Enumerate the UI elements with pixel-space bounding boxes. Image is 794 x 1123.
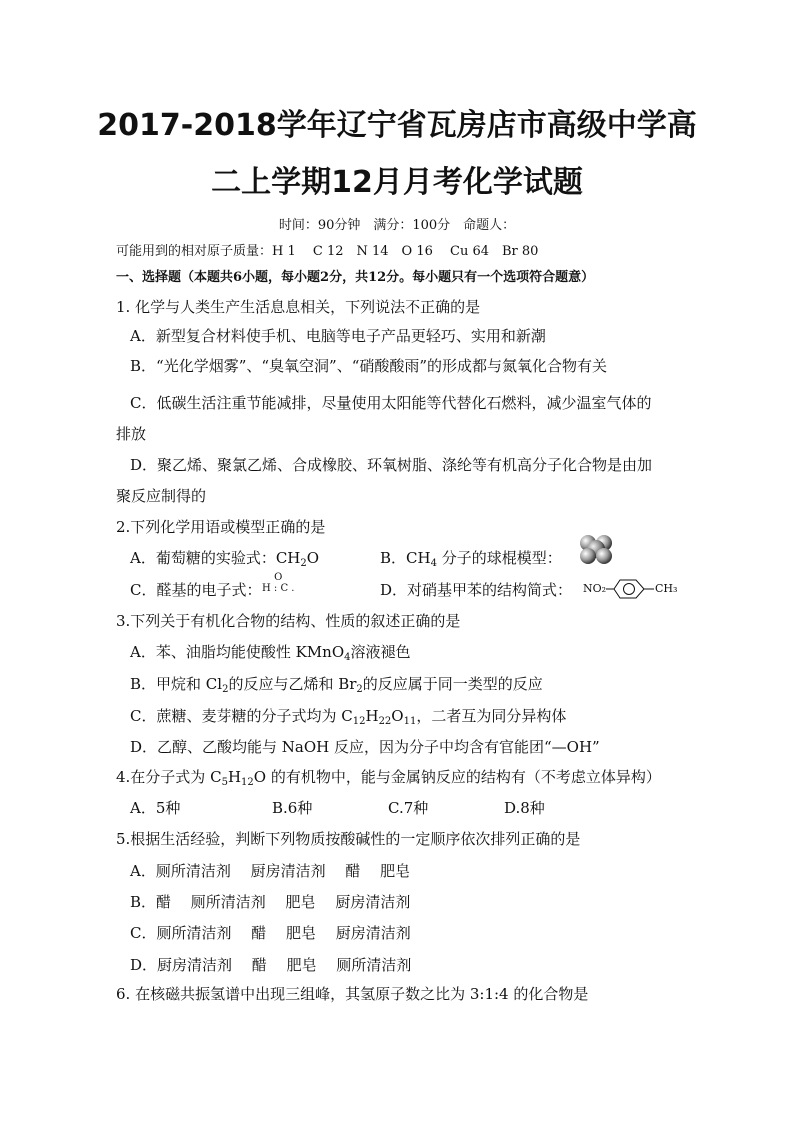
q1-option-d-line2: 聚反应制得的 (116, 487, 207, 505)
q1-option-c-line1: C．低碳生活注重节能减排，尽量使用太阳能等代替化石燃料，减少温室气体的 (130, 394, 652, 412)
exam-info: 时间：90分钟 满分：100分 命题人： (278, 218, 516, 233)
q1-option-a: A．新型复合材料使手机、电脑等电子产品更轻巧、实用和新潮 (130, 327, 546, 345)
q5-option-a: A．厕所清洁剂 厨房清洁剂 醋 肥皂 (130, 862, 411, 880)
atomic-masses: 可能用到的相对原子质量：H 1 C 12 N 14 O 16 Cu 64 Br 80 (116, 244, 539, 259)
q4-option-c: C.7种 (388, 799, 429, 817)
q1-option-c-line2: 排放 (116, 425, 147, 443)
q3-stem: 3.下列关于有机化合物的结构、性质的叙述正确的是 (116, 612, 461, 630)
q2-stem: 2.下列化学用语或模型正确的是 (116, 518, 326, 536)
q3-option-c: C．蔗糖、麦芽糖的分子式均为 $C_{12}H_{22}O_{11}$，二者互为同分异构体 (130, 707, 567, 727)
q4-stem: 4.在分子式为 $C_5H_{12}O$ 的有机物中，能与金属钠反应的结构有（不考虑立体异构） (116, 768, 661, 788)
q3-option-a: A．苯、油脂均能使酸性 KMnO$_4$溶液褪色 (130, 643, 411, 663)
q2-option-c: C．醛基的电子式： (130, 581, 262, 599)
nitrotoluene-right: CH₃ (655, 582, 678, 595)
nitrotoluene-left: NO₂ (583, 582, 607, 595)
q6-stem: 6. 在核磁共振氢谱中出现三组峰，其氢原子数之比为 3:1:4 的化合物是 (116, 985, 589, 1003)
q2-option-a: A．葡萄糖的实验式：$CH_2O$ (130, 549, 320, 569)
q5-stem: 5.根据生活经验，判断下列物质按酸碱性的一定顺序依次排列正确的是 (116, 830, 581, 848)
q1-option-b: B．“光化学烟雾”、“臭氧空洞”、“硝酸酸雨”的形成都与氮氧化合物有关 (130, 357, 608, 375)
benzene-ring-structure (606, 578, 654, 600)
doc-title-line2: 二上学期12月月考化学试题 (211, 165, 583, 200)
q5-option-d: D．厨房清洁剂 醋 肥皂 厕所清洁剂 (130, 956, 412, 974)
doc-title-line1: 2017-2018学年辽宁省瓦房店市高级中学高 (97, 108, 697, 143)
q3-option-b: B．甲烷和 $Cl_2$的反应与乙烯和 $Br_2$的反应属于同一类型的反应 (130, 675, 543, 695)
section-heading: 一、选择题（本题共6小题，每小题2分，共12分。每小题只有一个选项符合题意） (116, 270, 595, 285)
q2-option-d: D．对硝基甲苯的结构简式： (380, 581, 573, 599)
q3-option-d: D．乙醇、乙酸均能与 NaOH 反应，因为分子中均含有官能团“—OH” (130, 738, 600, 756)
aldehyde-electron-formula: O H : C . (262, 572, 295, 594)
q4-option-b: B.6种 (272, 799, 313, 817)
q5-option-c: C．厕所清洁剂 醋 肥皂 厨房清洁剂 (130, 924, 411, 942)
ball-stick-model-image (576, 532, 616, 566)
q2-option-b: B．$CH_4$ 分子的球棍模型： (380, 549, 562, 569)
q1-stem: 1. 化学与人类生产生活息息相关，下列说法不正确的是 (116, 298, 481, 316)
q5-option-b: B．醋 厕所清洁剂 肥皂 厨房清洁剂 (130, 893, 411, 911)
q4-option-a: A．5种 (130, 799, 181, 817)
q1-option-d-line1: D．聚乙烯、聚氯乙烯、合成橡胶、环氧树脂、涤纶等有机高分子化合物是由加 (130, 456, 653, 474)
q4-option-d: D.8种 (504, 799, 545, 817)
